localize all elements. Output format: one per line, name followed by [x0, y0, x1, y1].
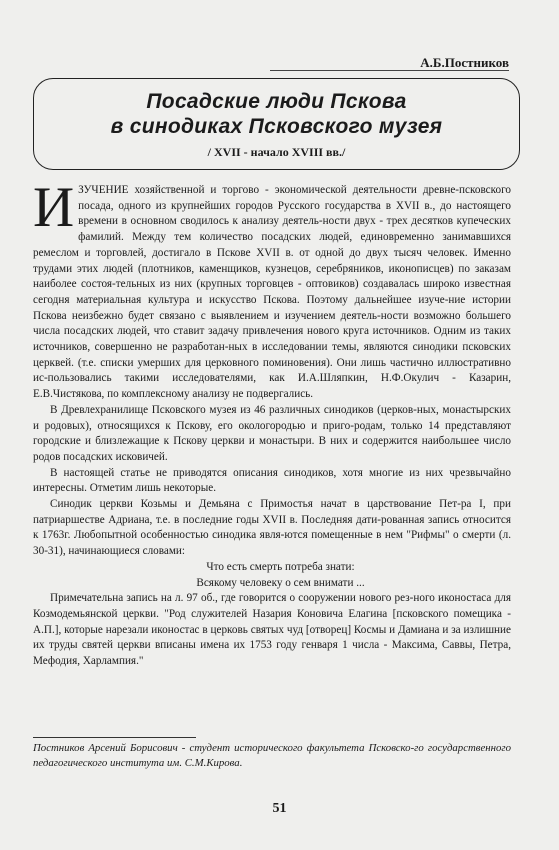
paragraph-3: В настоящей статье не приводятся описания синодиков, хотя многие из них чрезвычайно интересны. Отметим лишь некоторые. [33, 466, 511, 495]
article-body [33, 176, 511, 670]
verse-line-1: Что есть смерть потреба знати: [206, 560, 355, 573]
paragraph-5: Примечательна запись на л. 97 об., где говорится о сооружении нового рез-ного иконостаса для Козмодемьянской церкви. "Род служителей Назария Коновича Елагина [псковского помещика - А.П.], которые нарезали иконостас в церковь святых чуд [отворец] Космы и Дамиана и за излишние их труды святей церкви вписаны имена их 1753 году генваря 1 числа - Максима, Саввы, Петра, Мефодия, Харлампия." [33, 592, 511, 668]
title-frame [33, 78, 520, 170]
author-footnote: Постников Арсений Борисович - студент исторического факультета Псковско-го государственного педагогического института им. С.М.Кирова. [33, 742, 511, 769]
article-title-line-2: в синодиках Псковского музея [110, 115, 443, 138]
paragraph-1-text: ЗУЧЕНИЕ хозяйственной и торгово - экономической деятельности древне-псковского посада, одного из крупнейших городов Русского государства в XVII в., до настоящего времени в основном сводилось к анализу деятель-ности двух - трех десятков купеческих фамилий. Между тем количество посадских людей, единовременно занимавшихся ремеслом и торговлей, достигало в Пскове XVII в. от одной до двух тысяч человек. Именно трудами этих людей (плотников, каменщиков, кузнецов, серебряников, иконописцев) по заказам наиболее состоя-тельных из них (крупных торговцев - оптовиков) создавалась широко известная сегодня материальная культура и искусство Пскова. Поэтому дальнейшее изуче-ние истории Пскова неизбежно будет связано с выявлением и изучением деятель-ности возможно большего числа посадских людей, что ставит задачу привлечения нового круга источников. Одним из таких источников, совершенно не разработан-ных в исследовании темы, являются синодики псковских церквей. (т.е. списки умерших для церковного поминовения). Они лишь частично иллюстративно ис-пользовались такими исследователями, как И.А.Шляпкин, Н.Ф.Окулич - Казарин, Е.В.Чистякова, по комплексному анализу не подвергались. [33, 184, 511, 401]
author-rule [270, 70, 509, 71]
footnote-rule [33, 737, 196, 738]
page-number: 51 [272, 801, 287, 816]
paragraph-2: В Древлехранилище Псковского музея из 46 различных синодиков (церков-ных, монастырских и родовых), относящихся к Пскову, его окологородью и приго-родам, только 14 представляют городские и близлежащие к Пскову церкви и монастыри. В них и содержится наибольшее число родов посадских исковичей. [33, 403, 511, 463]
paragraph-4: Синодик церкви Козьмы и Демьяна с Примостья начат в царствование Пет-ра I, при патриаршестве Адриана, т.е. в последние годы XVII в. Последняя дати-рованная запись относится к 1763г. Любопытной особенностью синодика явля-ются помещенные в нем "Рифмы" о смерти (л. 30-31), начинающиеся словами: [33, 498, 511, 558]
article-subtitle: / XVII - начало XVIII вв./ [207, 145, 346, 159]
article-title-line-1: Посадские люди Пскова [146, 90, 407, 113]
paragraph-1 [33, 176, 511, 403]
verse-line-2: Всякому человеку о сем внимати ... [196, 576, 365, 589]
author-name: А.Б.Постников [420, 55, 509, 70]
drop-cap: И [33, 176, 75, 239]
